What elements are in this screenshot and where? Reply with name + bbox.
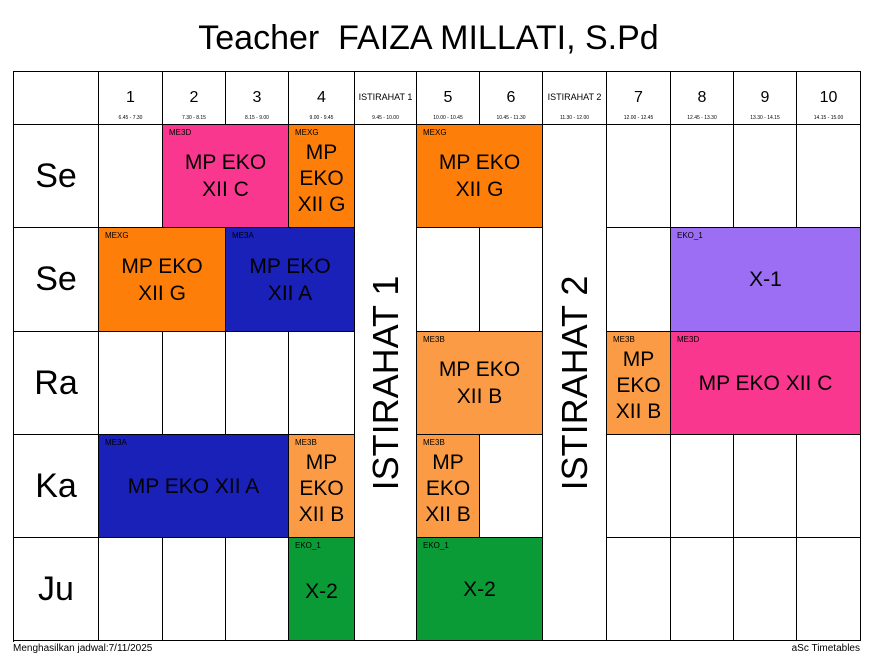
period-number: 5 — [443, 89, 453, 106]
lesson-card[interactable] — [671, 228, 861, 332]
lesson-subject: MP EKO XII B — [438, 358, 521, 408]
brand-label: aSc Timetables — [791, 643, 860, 654]
header-period — [226, 72, 289, 125]
lesson-subject: X-1 — [749, 268, 782, 291]
period-number: 6 — [506, 89, 516, 106]
period-number: 7 — [634, 89, 643, 106]
empty-slot — [607, 435, 671, 538]
period-number: 10 — [819, 89, 838, 106]
lesson-card[interactable] — [163, 125, 289, 228]
period-time: 9.00 - 9.45 — [309, 115, 334, 121]
break-text: ISTIRAHAT 2 — [553, 275, 595, 490]
break-label: ISTIRAHAT 1 — [358, 92, 413, 102]
lesson-card[interactable] — [289, 125, 355, 228]
lesson-card[interactable] — [226, 228, 355, 332]
empty-slot — [289, 332, 355, 435]
empty-slot — [99, 125, 163, 228]
lesson-card[interactable] — [99, 228, 226, 332]
header-period — [289, 72, 355, 125]
lesson-card[interactable] — [289, 435, 355, 538]
empty-slot — [163, 332, 226, 435]
class-code: EKO_1 — [677, 231, 703, 240]
lesson-subject: MP EKO XII B — [298, 451, 345, 526]
header-period — [607, 72, 671, 125]
class-code: ME3D — [169, 128, 192, 137]
empty-slot — [797, 125, 861, 228]
day-label: Ka — [14, 435, 99, 538]
empty-slot — [671, 435, 734, 538]
break-label: ISTIRAHAT 2 — [547, 92, 602, 102]
header-period — [671, 72, 734, 125]
empty-slot — [734, 538, 797, 641]
day-label: Ju — [14, 538, 99, 641]
period-number: 1 — [126, 89, 135, 106]
period-number: 8 — [697, 89, 707, 106]
lesson-subject: X-2 — [463, 577, 496, 601]
header-period — [163, 72, 226, 125]
header-break — [355, 72, 417, 125]
empty-slot — [797, 538, 861, 641]
empty-slot — [99, 538, 163, 641]
lesson-card[interactable] — [99, 435, 289, 538]
lesson-card[interactable] — [417, 332, 543, 435]
lesson-subject: MP EKO XII G — [121, 254, 203, 305]
break-text: ISTIRAHAT 1 — [364, 275, 406, 490]
period-number: 4 — [317, 89, 326, 106]
class-code: EKO_1 — [423, 541, 449, 550]
empty-slot — [226, 332, 289, 435]
class-code: ME3B — [295, 438, 317, 447]
lesson-card[interactable] — [417, 538, 543, 641]
break-column — [355, 125, 417, 641]
period-time: 7.30 - 8.15 — [182, 115, 206, 121]
header-period — [417, 72, 480, 125]
empty-slot — [480, 228, 543, 332]
day-label: Ra — [14, 332, 99, 435]
header-period — [99, 72, 163, 125]
corner-cell — [14, 72, 99, 125]
empty-slot — [226, 538, 289, 641]
empty-slot — [99, 332, 163, 435]
period-time: 10.00 - 10.45 — [433, 115, 463, 121]
period-number: 3 — [252, 89, 262, 106]
lesson-subject: MP EKO XII G — [297, 141, 346, 216]
class-code: ME3B — [613, 335, 635, 344]
lesson-subject: MP EKO XII B — [425, 451, 471, 526]
timetable-grid — [13, 71, 861, 642]
lesson-card[interactable] — [607, 332, 671, 435]
lesson-subject: MP EKO XII C — [698, 371, 833, 395]
empty-slot — [671, 538, 734, 641]
lesson-card[interactable] — [289, 538, 355, 641]
class-code: ME3B — [423, 438, 445, 447]
lesson-subject: MP EKO XII G — [438, 151, 521, 201]
lesson-subject: MP EKO XII A — [127, 474, 260, 498]
lesson-card[interactable] — [671, 332, 861, 435]
class-code: EKO_1 — [295, 541, 321, 550]
empty-slot — [734, 435, 797, 538]
class-code: MEXG — [105, 231, 129, 240]
empty-slot — [734, 125, 797, 228]
period-time: 10.45 - 11.30 — [496, 115, 526, 121]
day-label: Se — [14, 228, 99, 332]
period-time: 9.45 - 10.00 — [372, 115, 399, 121]
period-time: 12.45 - 13.30 — [687, 115, 717, 121]
empty-slot — [607, 125, 671, 228]
empty-slot — [163, 538, 226, 641]
header-period — [734, 72, 797, 125]
page-title: Teacher FAIZA MILLATI, S.Pd — [198, 19, 659, 57]
period-time: 13.30 - 14.15 — [750, 115, 780, 121]
header-period — [480, 72, 543, 125]
break-column — [543, 125, 607, 641]
empty-slot — [607, 228, 671, 332]
empty-slot — [480, 435, 543, 538]
period-time: 11.30 - 12.00 — [559, 115, 590, 121]
lesson-subject: MP EKO XII B — [615, 348, 662, 423]
period-number: 9 — [760, 89, 770, 106]
day-label: Se — [14, 125, 99, 228]
class-code: ME3D — [677, 335, 700, 344]
class-code: MEXG — [423, 128, 447, 137]
class-code: ME3A — [105, 438, 127, 447]
lesson-subject: MP EKO XII C — [184, 151, 267, 201]
lesson-subject: MP EKO XII A — [249, 254, 331, 305]
empty-slot — [417, 228, 480, 332]
class-code: ME3A — [232, 231, 254, 240]
lesson-card[interactable] — [417, 125, 543, 228]
empty-slot — [671, 125, 734, 228]
lesson-card[interactable] — [417, 435, 480, 538]
period-time: 12.00 - 12.45 — [623, 115, 654, 121]
period-number: 2 — [189, 89, 199, 106]
class-code: ME3B — [423, 335, 445, 344]
period-time: 14.15 - 15.00 — [813, 115, 844, 121]
period-time: 8.15 - 9.00 — [245, 115, 269, 121]
header-period — [797, 72, 861, 125]
generated-date: Menghasilkan jadwal:7/11/2025 — [13, 643, 153, 654]
class-code: MEXG — [295, 128, 319, 137]
header-break — [543, 72, 607, 125]
period-time: 6.45 - 7.30 — [118, 115, 143, 121]
lesson-subject: X-2 — [305, 580, 338, 603]
empty-slot — [797, 435, 861, 538]
empty-slot — [607, 538, 671, 641]
